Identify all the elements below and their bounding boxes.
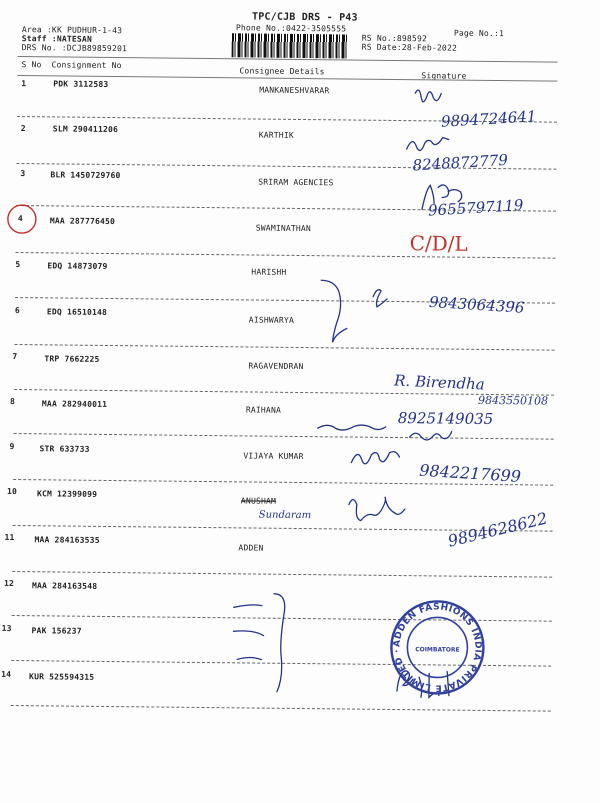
row-sno: 5 xyxy=(15,260,21,270)
row-consignment: STR 633733 xyxy=(39,444,90,454)
row-consignment: PDK 3112583 xyxy=(53,79,109,89)
handwritten-phone-row8: 8925149035 xyxy=(397,409,494,429)
row-sno: 2 xyxy=(20,124,26,134)
phone-number: Phone No.:0422-3505555 xyxy=(235,23,347,34)
row-consignment: MAA 287776450 xyxy=(49,216,116,227)
row-consignee: KARTHIK xyxy=(258,130,294,140)
handwritten-phone-row9: 9842217699 xyxy=(418,460,522,486)
row-consignee: SWAMINATHAN xyxy=(255,223,312,234)
row-consignee: ADDEN xyxy=(238,543,264,553)
row-consignee: HARISHH xyxy=(251,267,287,277)
handwritten-name-row10: Sundaram xyxy=(258,509,312,522)
page-number: Page No.:1 xyxy=(453,28,505,39)
rs-date: RS Date:28-Feb-2022 xyxy=(361,42,458,53)
row-sno: 4 xyxy=(17,214,23,224)
row-sno: 6 xyxy=(14,306,20,316)
col-signature: Signature xyxy=(421,71,467,81)
handwritten-phone-row3: 9655797119 xyxy=(427,196,524,220)
handwritten-phone-row5-6: 9843064396 xyxy=(428,292,525,317)
row-consignment: KCM 12399099 xyxy=(36,489,98,499)
row-consignment: BLR 1450729760 xyxy=(50,170,121,181)
row-consignment: PAK 156237 xyxy=(31,626,82,636)
row-consignment: MAA 282940011 xyxy=(41,399,108,409)
svg-text:COIMBATORE: COIMBATORE xyxy=(415,646,460,654)
handwritten-phone-row7: 9843550108 xyxy=(477,393,549,408)
row-consignee: VIJAYA KUMAR xyxy=(243,451,304,462)
row-consignment: EDQ 14873079 xyxy=(47,261,108,271)
area-label: Area :KK PUDHUR-1-43 xyxy=(21,25,123,36)
handwritten-phone-row2: 8248872779 xyxy=(412,150,509,175)
row-consignee: RAIHANA xyxy=(245,405,282,415)
row-sno: 11 xyxy=(4,532,15,543)
row-sno: 13 xyxy=(1,623,12,633)
row-sno: 3 xyxy=(20,169,26,179)
row-sno: 10 xyxy=(6,486,18,497)
handwritten-phone-row1: 9894724641 xyxy=(440,107,537,131)
row-consignee: AISHWARYA xyxy=(248,315,295,325)
row-consignment: KUR 525594315 xyxy=(29,672,95,682)
row-consignee: RAGAVENDRAN xyxy=(248,361,304,372)
row-sno: 12 xyxy=(4,578,15,589)
handwritten-note-row4: C/D/L xyxy=(409,231,468,256)
row-sno: 1 xyxy=(21,79,27,89)
stamp-text: ADDEN FASHIONS INDIA PRIVATE LIMITED · COIMBATORE 641 006 · xyxy=(383,589,483,693)
sheet-title: TPC/CJB DRS - P43 xyxy=(251,11,358,24)
col-sno: S No xyxy=(21,60,42,70)
row-consignee: SRIRAM AGENCIES xyxy=(258,177,334,188)
staff-label: Staff :NATESAN xyxy=(21,34,93,44)
row-consignment: MAA 284163535 xyxy=(34,535,100,545)
row-consignee: ANUSHAM xyxy=(240,496,277,506)
col-consignment: Consignment No xyxy=(51,60,122,71)
row-sno: 7 xyxy=(12,351,18,362)
row-sno: 9 xyxy=(9,441,15,452)
row-consignment: SLM 290411206 xyxy=(52,124,119,135)
rs-number: RS No.:898592 xyxy=(361,33,428,44)
row-sno: 14 xyxy=(1,669,12,679)
handwritten-phone-row11: 9894628622 xyxy=(445,508,550,551)
row-consignment: MAA 284163548 xyxy=(31,581,98,591)
company-stamp xyxy=(383,589,488,698)
handwritten-name-row7: R. Birendha xyxy=(393,371,486,394)
drs-number: DRS No. :DCJB89859201 xyxy=(21,43,128,54)
row-sno: 8 xyxy=(9,396,16,407)
row-consignment: TRP 7662225 xyxy=(44,354,100,364)
row-consignee: MANKANESHVARAR xyxy=(259,85,330,96)
col-consignee: Consignee Details xyxy=(239,66,325,77)
row-consignment: EDQ 16510148 xyxy=(46,307,108,317)
